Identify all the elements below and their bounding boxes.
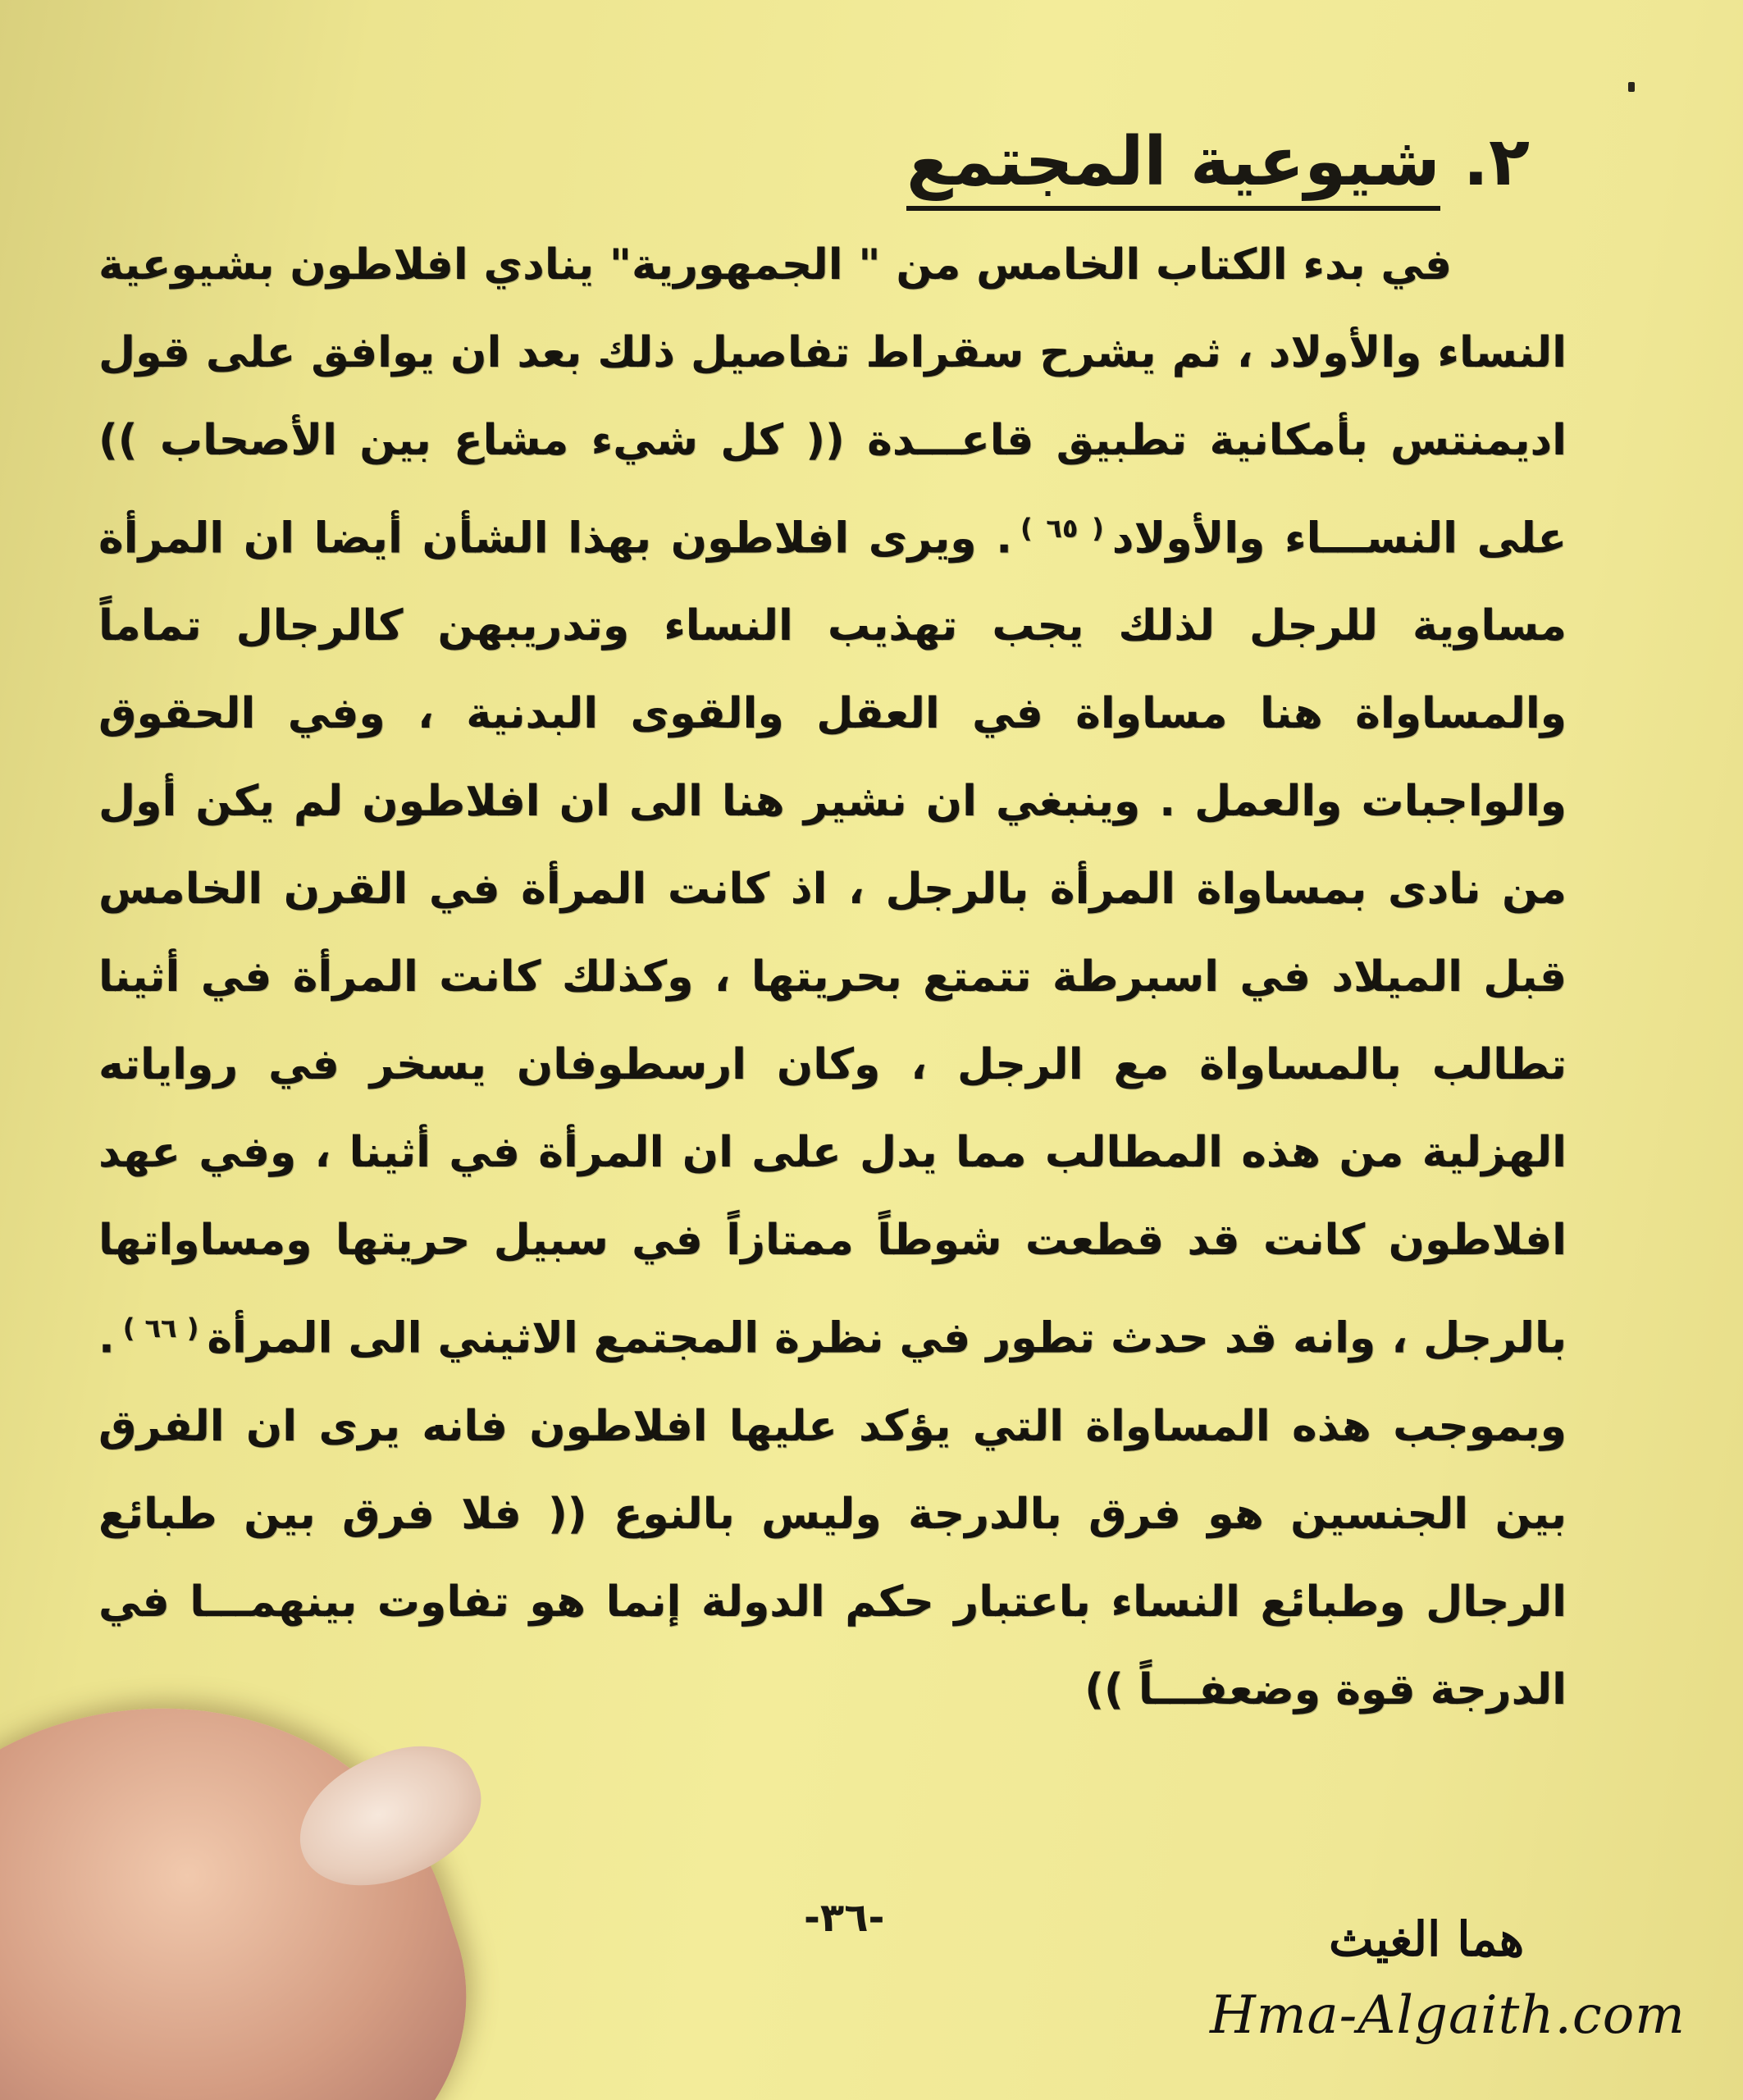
paragraph-part-1: في بدء الكتاب الخامس من " الجمهورية" ينادي افلاطون بشيوعية النساء والأولاد ، ثم يشرح سقراط تفاصيل ذلك بعد ان يوافق على قول اديمنتس بأمكانية تطبيق قاعـــدة (( كل شيء مشاع بين الأصحاب )) على النســـاء والأولاد — [98, 240, 1567, 564]
section-title: شيوعية المجتمع — [906, 123, 1440, 211]
ink-mark — [1628, 82, 1635, 92]
page-number: -٣٦- — [804, 1895, 885, 1941]
watermark-url: Hma-Algaith.com — [1210, 1985, 1686, 2046]
paragraph-part-2: . ويرى افلاطون بهذا الشأن أيضا ان المرأة مساوية للرجل لذلك يجب تهذيب النساء وتدريبهن كالرجال تماماً والمساواة هنا مساواة في العقل والقوى البدنية ، وفي الحقوق والواجبات والعمل . وينبغي ان نشير هنا الى ان افلاطون لم يكن أول من نادى بمساواة المرأة بالرجل ، اذ كانت المرأة في القرن الخامس قبل الميلاد في اسبرطة تتمتع بحريتها ، وكذلك كانت المرأة في أثينا تطالب بالمساواة مع الرجل ، وكان ارسطوفان يسخر في رواياته الهزلية من هذه المطالب مما يدل على ان المرأة في أثينا ، وفي عهد افلاطون كانت قد قطعت شوطاً ممتازاً في سبيل حريتها ومساواتها بالرجل ، وانه قد حدث تطور في نظرة المجتمع الاثيني الى المرأة — [98, 514, 1567, 1363]
body-text — [98, 221, 1567, 1734]
section-number: ٢. — [1462, 123, 1530, 201]
paragraph-part-3: . وبموجب هذه المساواة التي يؤكد عليها افلاطون فانه يرى ان الفرق بين الجنسين هو فرق بالدرجة وليس بالنوع (( فلا فرق بين طبائع الرجال وطبائع النساء باعتبار حكم الدولة إنما هو تفاوت بينهمـــا في الدرجة قوة وضعفـــاً )) — [98, 1313, 1567, 1714]
body-paragraph — [98, 221, 1567, 1734]
watermark-arabic: هما الغيث — [1329, 1911, 1525, 1967]
footnote-ref-66: ( ٦٦ ) — [122, 1312, 199, 1344]
section-heading — [906, 123, 1530, 211]
footnote-ref-65: ( ٦٥ ) — [1020, 513, 1104, 544]
